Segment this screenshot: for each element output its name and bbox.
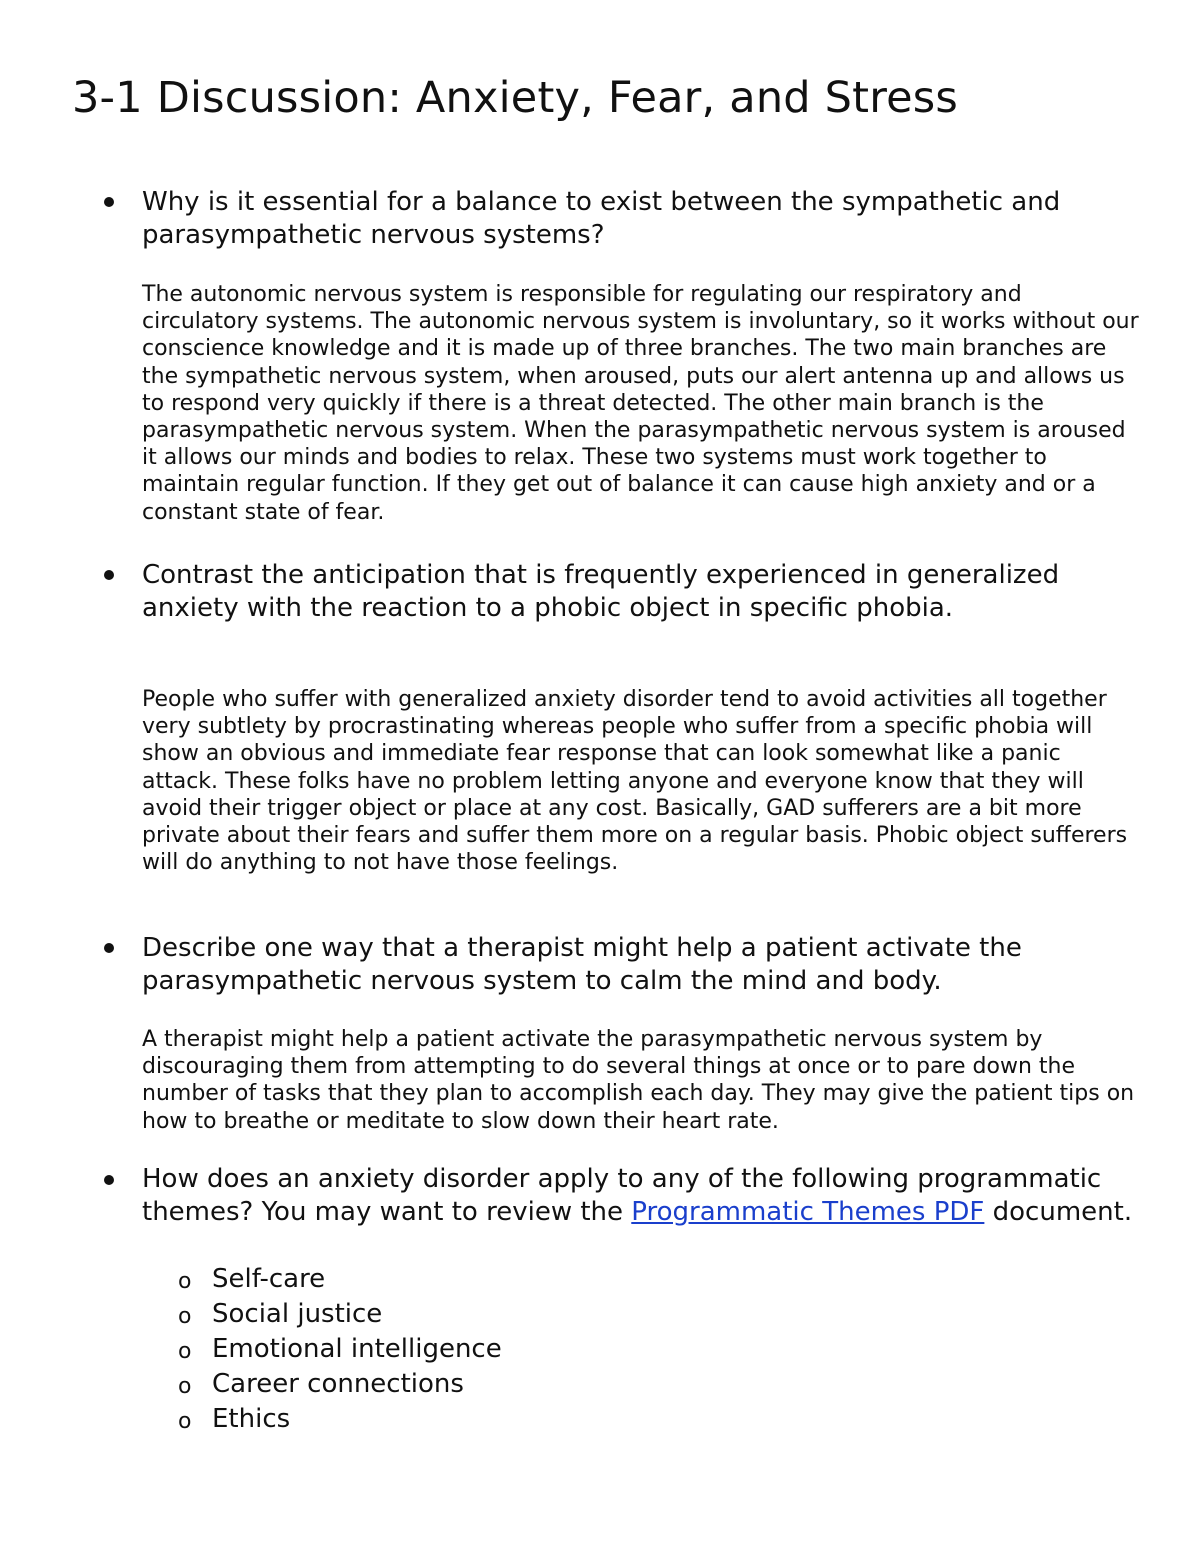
list-item (178, 1332, 502, 1367)
circle-bullet-icon: o (178, 1374, 192, 1399)
question-4 (142, 1163, 1142, 1229)
themes-list (178, 1262, 502, 1437)
list-item (178, 1367, 502, 1402)
circle-bullet-icon: o (178, 1339, 192, 1364)
theme-label: Social justice (212, 1299, 383, 1329)
bullet-icon (104, 943, 114, 953)
theme-label: Ethics (212, 1404, 291, 1434)
programmatic-themes-link[interactable]: Programmatic Themes PDF (631, 1197, 985, 1227)
answer-2: People who suffer with generalized anxiety disorder tend to avoid activities all together very subtlety by procrastinating whereas people who suffer from a specific phobia will show an obvious and immediate fear response that can look somewhat like a panic attack. These folks have no problem letting anyone and everyone know that they will avoid their trigger object or place at any cost. Basically, GAD sufferers are a bit more private about their fears and suffer them more on a regular basis. Phobic object sufferers will do anything to not have those feelings. (142, 687, 1128, 876)
page-title: 3-1 Discussion: Anxiety, Fear, and Stress (72, 73, 959, 123)
question-1: Why is it essential for a balance to exist between the sympathetic and parasympathetic nervous systems? (142, 187, 1061, 250)
question-2: Contrast the anticipation that is frequently experienced in generalized anxiety with the reaction to a phobic object in specific phobia. (142, 560, 1060, 623)
circle-bullet-icon: o (178, 1304, 192, 1329)
question-3: Describe one way that a therapist might help a patient activate the parasympathetic nervous system to calm the mind and body. (142, 933, 1022, 996)
question-4-text-after: document. (984, 1197, 1133, 1227)
list-item (178, 1297, 502, 1332)
circle-bullet-icon: o (178, 1409, 192, 1434)
bullet-icon (104, 570, 114, 580)
question-4-text-before: How does an anxiety disorder apply to any of the following programmatic themes? You may want to review the (142, 1164, 1102, 1227)
bullet-icon (104, 1175, 114, 1185)
list-item (178, 1262, 502, 1297)
answer-3: A therapist might help a patient activate the parasympathetic nervous system by discouraging them from attempting to do several things at once or to pare down the number of tasks that they plan to accomplish each day. They may give the patient tips on how to breathe or meditate to slow down their heart rate. (142, 1027, 1135, 1134)
list-item (178, 1402, 502, 1437)
theme-label: Emotional intelligence (212, 1334, 502, 1364)
bullet-icon (104, 197, 114, 207)
answer-1: The autonomic nervous system is responsible for regulating our respiratory and circulatory systems. The autonomic nervous system is involuntary, so it works without our conscience knowledge and it is made up of three branches. The two main branches are the sympathetic nervous system, when aroused, puts our alert antenna up and allows us to respond very quickly if there is a threat detected. The other main branch is the parasympathetic nervous system. When the parasympathetic nervous system is aroused it allows our minds and bodies to relax. These two systems must work together to maintain regular function. If they get out of balance it can cause high anxiety and or a constant state of fear. (142, 282, 1139, 525)
circle-bullet-icon: o (178, 1269, 192, 1294)
theme-label: Career connections (212, 1369, 464, 1399)
theme-label: Self-care (212, 1264, 326, 1294)
